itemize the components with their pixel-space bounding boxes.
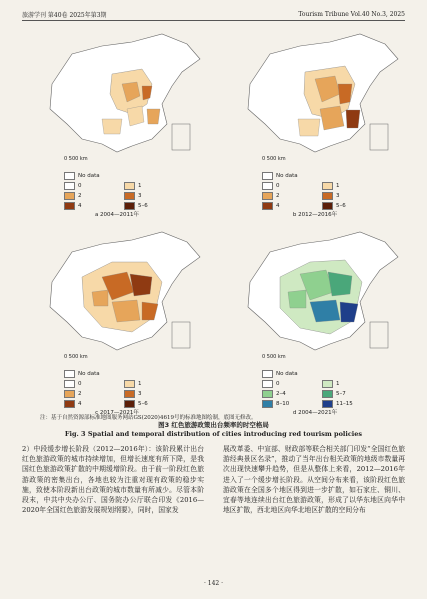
china-map-b (220, 24, 410, 164)
panel-label-b: b 2012—2016年 (292, 212, 338, 218)
china-map-c (22, 222, 212, 362)
running-header (22, 8, 405, 21)
legend-c: No data 0 1 2 3 4 5–6 (64, 370, 184, 410)
figure-note: 注：基于自然资源部标准地图服务网站GS(2020)4619号的标准地图绘制，底图无修改。 (40, 415, 257, 421)
panel-label-c: c 2017—2021年 (95, 410, 139, 416)
china-map-a (22, 24, 212, 164)
legend-no-data: No data (78, 173, 100, 179)
map-scale: 0 500 km (64, 354, 88, 360)
legend-b: No data 0 1 2 3 4 5–6 (262, 172, 382, 212)
map-panel-c (22, 222, 212, 417)
map-panel-d (220, 222, 410, 417)
body-text-left: 2）中段缓步增长阶段（2012—2016年）：该阶段累计出台红色旅游政策的城市持续增加，但增长速度有所下降，是我国红色旅游政策扩散的中期缓增阶段。由于前一阶段红色旅游政策的密集出台，各地也较为注重对现有政策的稳步实施，致使本阶段新出台政策的城市数量有所减少。尽管本阶段末，中共中央办公厅、国务院办公厅联合印发《2016—2020年全国红色旅游发展规划纲要》，同时，国家发 (22, 445, 204, 515)
journal-header-right: Tourism Tribune Vol.40 No.3, 2025 (298, 10, 405, 18)
panel-label-d: d 2004—2021年 (292, 410, 338, 416)
figure-caption-en: Fig. 3 Spatial and temporal distribution of cities introducing red tourism policies (64, 430, 363, 438)
map-scale: 0 500 km (262, 354, 286, 360)
figure-caption-zh: 图3 红色旅游政策出台频率的时空格局 (158, 421, 269, 429)
map-scale: 0 500 km (64, 156, 88, 162)
map-panel-b (220, 24, 410, 219)
china-map-d (220, 222, 410, 362)
page-number: · 142 · (203, 580, 224, 587)
body-text-right: 展改革委、中宣部、财政部等联合相关部门印发“全国红色旅游经典景区名录”，推动了当年出台相关政策的地级市数量再次出现快速攀升趋势，但是从整体上来看，2012—2016年进入了一个缓步增长阶段。从空间分布来看，该阶段红色旅游政策在全国多个地区得到进一步扩散，如石家庄、铜川、宜春等地连续出台红色旅游政策，形成了以华东地区向华中地区扩散，西北地区向华北地区扩散的空间分布 (223, 445, 405, 515)
legend-d: No data 0 1 2–4 5–7 8–10 11–15 (262, 370, 382, 410)
journal-header-left: 旅游学刊 第40卷 2025年第3期 (22, 11, 107, 19)
map-scale: 0 500 km (262, 156, 286, 162)
panel-label-a: a 2004—2011年 (94, 212, 140, 218)
legend-a: No data 0 1 2 3 4 5–6 (64, 172, 184, 212)
map-panel-a (22, 24, 212, 219)
